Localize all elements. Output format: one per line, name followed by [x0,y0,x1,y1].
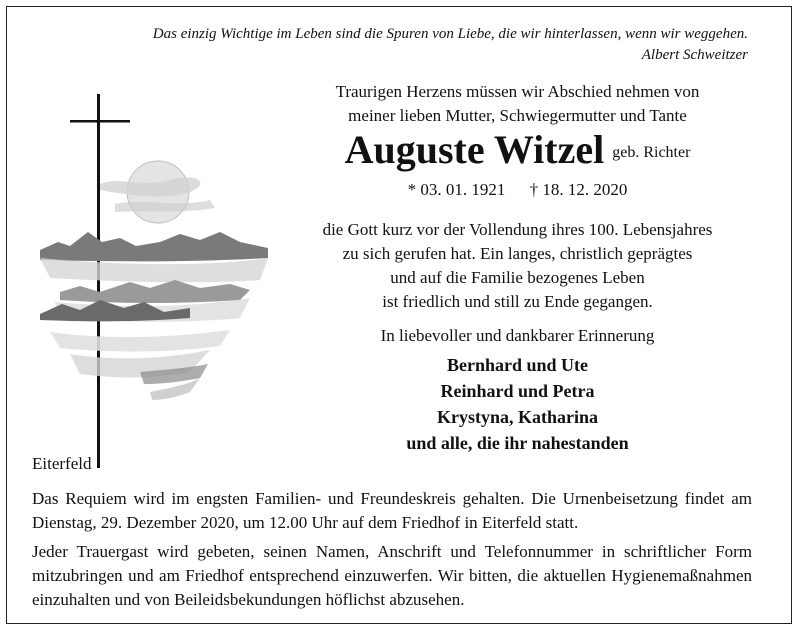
quote-author: Albert Schweitzer [641,47,748,63]
obituary-line: die Gott kurz vor der Vollendung ihres 100. Lebensjahres [322,220,713,239]
birth-name: geb. Richter [612,144,691,161]
cross-landscape-illustration [40,92,280,472]
obituary-text [290,218,745,314]
cross-horizontal-beam [70,120,130,123]
hygiene-notice: Jeder Trauergast wird gebeten, seinen Namen, Anschrift und Telefonnummer in schriftlicher Form mitzubringen und am Friedhof entsprechend einzuwerfen. Wir bitten, die aktuellen Hygienemaßnahmen einzuhalten und von Beileidsbekundungen höflichst abzusehen. [32,542,752,609]
quote-text: Das einzig Wichtige im Leben sind die Spuren von Liebe, die wir hinterlassen, wenn wir weggehen. [152,26,748,42]
mourner-name: Reinhard und Petra [440,381,595,401]
cross-vertical-beam [97,94,100,468]
obituary-line: ist friedlich und still zu Ende gegangen. [382,292,653,311]
intro-text [290,80,745,128]
birth-date: * 03. 01. 1921 [407,180,506,199]
deceased-name: Auguste Witzel [344,127,605,172]
requiem-notice: Das Requiem wird im engsten Familien- und Freundeskreis gehalten. Die Urnenbeisetzung findet am Dienstag, 29. Dezember 2020, um 12.00 Uhr auf dem Friedhof in Eiterfeld statt. [32,489,752,532]
mourners-list [290,352,745,456]
obituary-line: zu sich gerufen hat. Ein langes, christlich geprägtes [342,244,693,263]
place-name: Eiterfeld [32,454,92,473]
mourner-name: Bernhard und Ute [446,355,589,375]
memory-line: In liebevoller und dankbarer Erinnerung [380,326,655,345]
deceased-name-row [290,128,745,175]
life-dates [290,180,745,200]
mourner-name: und alle, die ihr nahestanden [406,433,629,453]
mourner-name: Krystyna, Katharina [436,407,598,427]
intro-line: meiner lieben Mutter, Schwiegermutter und Tante [348,106,687,125]
obituary-line: und auf die Familie bezogenes Leben [390,268,645,287]
death-date: † 18. 12. 2020 [529,180,628,199]
intro-line: Traurigen Herzens müssen wir Abschied nehmen von [335,82,700,101]
